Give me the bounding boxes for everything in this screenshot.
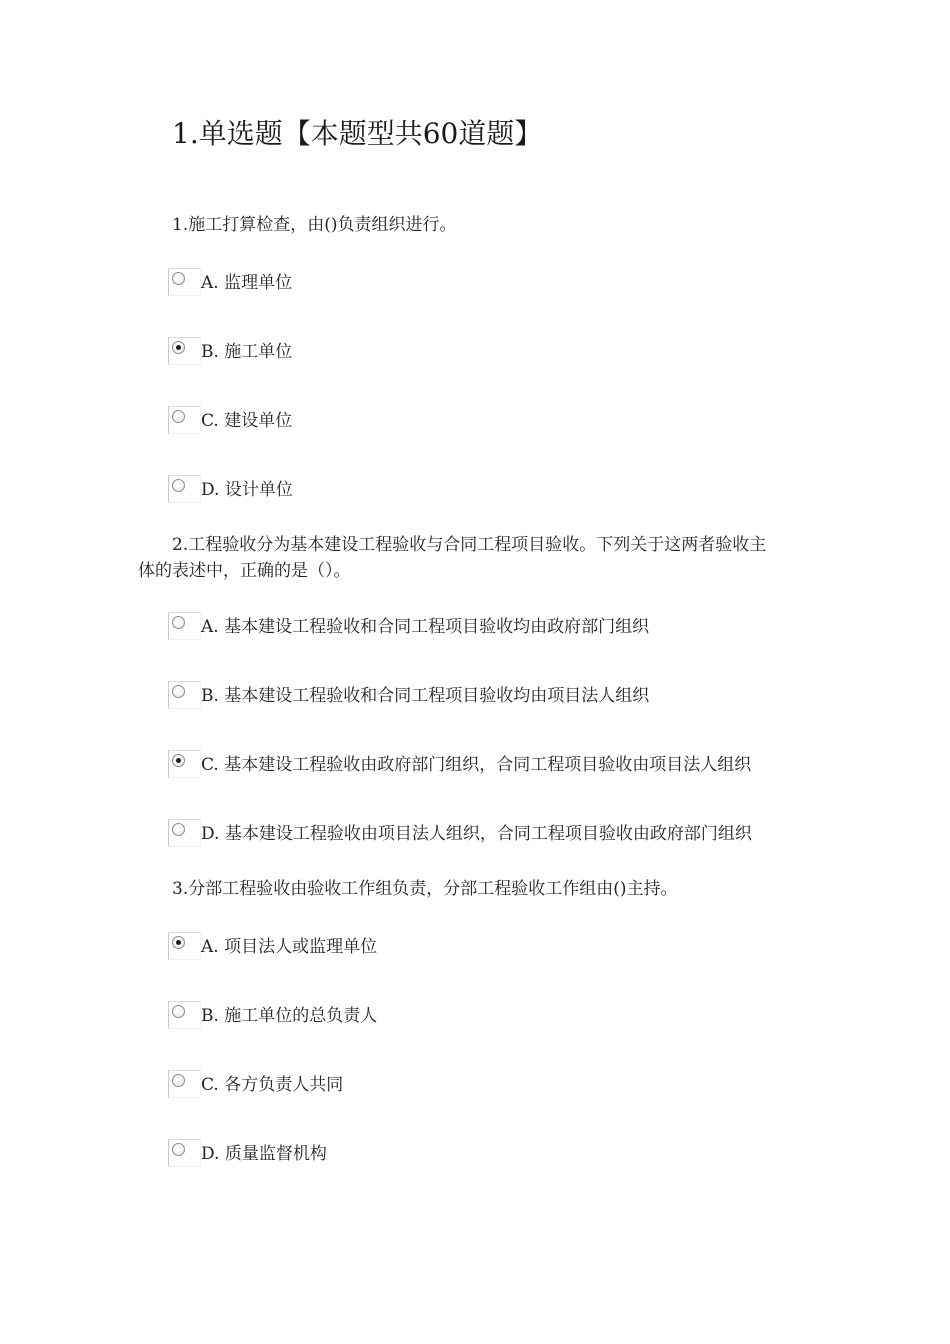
radio-icon [172, 1005, 185, 1018]
section-title: 1.单选题【本题型共60道题】 [172, 117, 543, 150]
q2-option-d[interactable] [168, 819, 868, 851]
radio-button[interactable] [168, 406, 201, 434]
q2-option-a[interactable] [168, 612, 868, 644]
radio-icon [172, 1143, 185, 1156]
option-label: A. 监理单位 [201, 273, 293, 293]
radio-icon [172, 479, 185, 492]
radio-button[interactable] [168, 1070, 201, 1098]
radio-button[interactable] [168, 750, 201, 778]
question-2-stem-line-1: 2.工程验收分为基本建设工程验收与合同工程项目验收。下列关于这两者验收主 [172, 535, 767, 555]
q2-option-b[interactable] [168, 681, 868, 713]
radio-icon [172, 1074, 185, 1087]
option-label: B. 施工单位的总负责人 [201, 1006, 378, 1026]
radio-icon [172, 685, 185, 698]
radio-icon [172, 616, 185, 629]
radio-icon [172, 272, 185, 285]
radio-button[interactable] [168, 337, 201, 365]
option-label: C. 基本建设工程验收由政府部门组织，合同工程项目验收由项目法人组织 [201, 755, 752, 775]
radio-icon [172, 754, 185, 767]
q3-option-d[interactable] [168, 1139, 868, 1171]
option-label: C. 建设单位 [201, 411, 293, 431]
radio-button[interactable] [168, 932, 201, 960]
option-label: A. 项目法人或监理单位 [201, 937, 378, 957]
question-3-stem: 3.分部工程验收由验收工作组负责，分部工程验收工作组由()主持。 [172, 879, 678, 899]
radio-button[interactable] [168, 1001, 201, 1029]
option-label: B. 施工单位 [201, 342, 293, 362]
q1-option-c[interactable] [168, 406, 868, 438]
radio-button[interactable] [168, 681, 201, 709]
q1-option-d[interactable] [168, 475, 868, 507]
option-label: B. 基本建设工程验收和合同工程项目验收均由项目法人组织 [201, 686, 650, 706]
option-label: D. 设计单位 [201, 480, 293, 500]
q3-option-c[interactable] [168, 1070, 868, 1102]
option-label: C. 各方负责人共同 [201, 1075, 344, 1095]
question-1-stem: 1.施工打算检查，由()负责组织进行。 [172, 215, 457, 235]
option-label: A. 基本建设工程验收和合同工程项目验收均由政府部门组织 [201, 617, 650, 637]
radio-icon [172, 410, 185, 423]
q3-option-b[interactable] [168, 1001, 868, 1033]
radio-button[interactable] [168, 612, 201, 640]
q3-option-a[interactable] [168, 932, 868, 964]
option-label: D. 基本建设工程验收由项目法人组织，合同工程项目验收由政府部门组织 [201, 824, 752, 844]
q1-option-b[interactable] [168, 337, 868, 369]
option-label: D. 质量监督机构 [201, 1144, 327, 1164]
radio-icon [172, 341, 185, 354]
radio-button[interactable] [168, 1139, 201, 1167]
q2-option-c[interactable] [168, 750, 868, 782]
question-2-stem-line-2: 体的表述中，正确的是（）。 [138, 561, 351, 581]
q1-option-a[interactable] [168, 268, 868, 300]
radio-button[interactable] [168, 475, 201, 503]
radio-button[interactable] [168, 268, 201, 296]
radio-icon [172, 936, 185, 949]
radio-icon [172, 823, 185, 836]
radio-button[interactable] [168, 819, 201, 847]
